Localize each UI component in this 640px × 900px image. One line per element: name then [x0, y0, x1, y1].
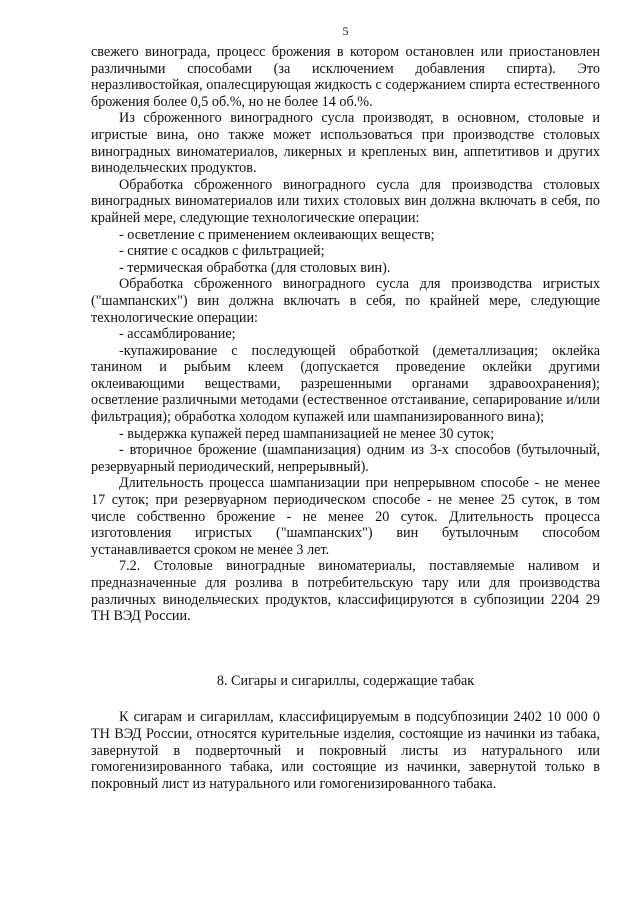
section-heading-cigars: 8. Сигары и сигариллы, содержащие табак [216, 672, 475, 689]
paragraph-7-2: 7.2. Столовые виноградные виноматериалы, поставляемые наливом и предназначенные для розлива в потребительскую тару или для производства различных винодельческих продуктов, классифицируются в субпозиции 2204 29 ТН ВЭД России. [91, 558, 600, 625]
paragraph-champagnization-duration: Длительность процесса шампанизации при непрерывном способе - не менее 17 суток; при резервуарном периодическом способе - не менее 25 суток, в том числе собственно брожение - не менее 20 суток. Длительность процесса изготовления игристых ("шампанских") вин бутылочным способом устанавливается сроком не менее 3 лет. [91, 475, 600, 558]
list-item-clarification: - осветление с применением оклеивающих веществ; [119, 226, 435, 243]
list-item-assembling: - ассамблирование; [119, 326, 236, 343]
list-item-blending: -купажирование с последующей обработкой (деметаллизация; оклейка танином и рыбьим клеем (допускается проведение оклейки другими оклеивающими веществами, разрешенными органами здравоохранения); осветление различными методами (естественное отстаивание, сепарирование и/или фильтрация); обработка холодом купажей или шампанизированного вина); [91, 342, 600, 426]
paragraph-wine-production: Из сброженного виноградного сусла производят, в основном, столовые и игристые вина, оно также может использоваться при производстве столовых виноградных виноматериалов, ликерных и крепленых вин, аппетитивов и других винодельческих продуктов. [91, 110, 600, 177]
paragraph-cigars: К сигарам и сигариллам, классифицируемым в подсубпозиции 2402 10 000 0 ТН ВЭД России, относятся курительные изделия, состоящие из начинки из табака, завернутой в подверточный и покровный листы из натурального или гомогенизированного табака, или состоящие из начинки, завернутой только в покровный лист из натурального или гомогенизированного табака. [91, 709, 600, 792]
page-number: 5 [342, 24, 349, 38]
list-item-heat-treatment: - термическая обработка (для столовых вин). [119, 259, 391, 276]
paragraph-continuation: свежего винограда, процесс брожения в котором остановлен или приостановлен различными способами (за исключением добавления спирта). Это неразливостойкая, опалесцирующая жидкость с содержанием спирта естественного брожения более 0,5 об.%, но не более 14 об.%. [91, 44, 600, 110]
paragraph-still-wine-processing: Обработка сброженного виноградного сусла для производства столовых виноградных виноматериалов или тихих столовых вин должна включать в себя, по крайней мере, следующие технологические операции: [91, 176, 600, 226]
list-item-secondary-fermentation: - вторичное брожение (шампанизация) одним из 3-х способов (бутылочный, резервуарный периодический, непрерывный). [91, 442, 600, 475]
list-item-aging: - выдержка купажей перед шампанизацией не менее 30 суток; [119, 425, 495, 442]
list-item-sediment-removal: - снятие с осадков с фильтрацией; [119, 243, 325, 260]
paragraph-sparkling-wine-processing: Обработка сброженного виноградного сусла для производства игристых ("шампанских") вин должна включать в себя, по крайней мере, следующие технологические операции: [91, 276, 600, 326]
